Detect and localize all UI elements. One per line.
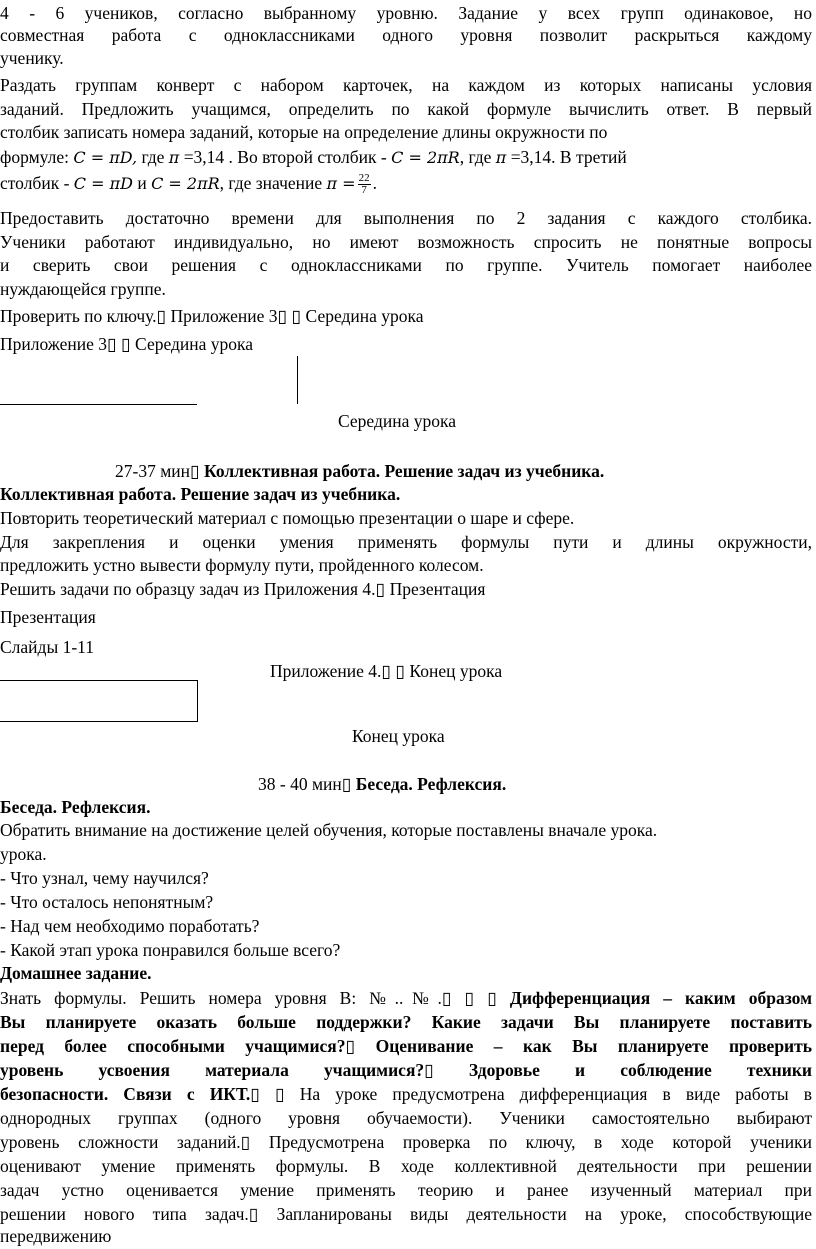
homework-heading: Домашнее задание. bbox=[0, 963, 152, 983]
section-label: Конец урока bbox=[352, 726, 445, 746]
paragraph-line: безопасности. Связи с ИКТ.▯ ▯ На уроке предусмотрена дифференциация в виде работы в bbox=[0, 1084, 812, 1104]
paragraph-line: заданий. Предложить учащимся, определить по какой формуле вычислить ответ. В первый bbox=[0, 99, 812, 119]
paragraph-line: уровень сложности заданий.▯ Предусмотрена проверка по ключу, в ходе которой ученики bbox=[0, 1132, 812, 1152]
formula-line: столбик - C = πD и C = 2πR, где значение π = $\frac{22}{7}$ . bbox=[0, 172, 377, 197]
paragraph-line: Знать формулы. Решить номера уровня В: №..№.▯ ▯ ▯ Дифференциация – каким образом bbox=[0, 988, 812, 1008]
paragraph-line: и сверить свои решения с одноклассниками по группе. Учитель помогает наиболее bbox=[0, 255, 812, 275]
formula-circumference-diameter: C = πD bbox=[73, 174, 133, 193]
paragraph-line: совместная работа с одноклассниками одного уровня позволит раскрыться каждому bbox=[0, 25, 812, 45]
paragraph-line: перед более способными учащимися?▯ Оценивание – как Вы планируете проверить bbox=[0, 1036, 812, 1056]
pi-symbol: π bbox=[495, 148, 507, 167]
section-heading: 38 - 40 мин▯ Беседа. Рефлексия. bbox=[258, 774, 507, 794]
list-item: - Что узнал, чему научился? bbox=[0, 868, 209, 888]
paragraph-line: задач устно оценивается умение применять теорию и ранее изученный материал при bbox=[0, 1180, 812, 1200]
resource-label: Презентация bbox=[0, 607, 96, 627]
paragraph-line: столбик записать номера заданий, которые на определение длины окружности по bbox=[0, 122, 608, 142]
paragraph-line: Обратить внимание на достижение целей обучения, которые поставлены вначале урока. bbox=[0, 820, 658, 840]
paragraph-line: Предоставить достаточно времени для выполнения по 2 задания с каждого столбика. bbox=[0, 208, 812, 228]
paragraph-line: оценивают умение применять формулы. В ходе коллективной деятельности при решении bbox=[0, 1156, 812, 1176]
section-heading: 27-37 мин▯ Коллективная работа. Решение задач из учебника. bbox=[115, 461, 605, 481]
paragraph-line: передвижению bbox=[0, 1226, 112, 1246]
empty-table-cell bbox=[0, 680, 198, 722]
activity-title: Беседа. Рефлексия. bbox=[0, 797, 151, 817]
paragraph-line: Решить задачи по образцу задач из Приложения 4.▯ Презентация bbox=[0, 579, 486, 599]
paragraph-line: ученику. bbox=[0, 48, 64, 68]
paragraph-line: предложить устно вывести формулу пути, пройденного колесом. bbox=[0, 555, 484, 575]
table-divider bbox=[297, 356, 298, 404]
list-item: - Над чем необходимо поработать? bbox=[0, 916, 260, 936]
paragraph-line: однородных группах (одного уровня обучаемости). Ученики самостоятельно выбирают bbox=[0, 1108, 812, 1128]
resource-label: Приложение 4.▯ ▯ Конец урока bbox=[270, 661, 503, 681]
list-item: - Какой этап урока понравился больше всего? bbox=[0, 940, 341, 960]
paragraph-line: Проверить по ключу.▯ Приложение 3▯ ▯ Середина урока bbox=[0, 306, 424, 326]
formula-circumference-radius: C = 2πR bbox=[391, 148, 460, 167]
paragraph-line: урока. bbox=[0, 844, 47, 864]
paragraph-line: Для закрепления и оценки умения применять формулы пути и длины окружности, bbox=[0, 532, 812, 552]
paragraph-line: Раздать группам конверт с набором карточек, на каждом из которых написаны условия bbox=[0, 75, 812, 95]
list-item: - Что осталось непонятным? bbox=[0, 892, 214, 912]
paragraph-line: Приложение 3▯ ▯ Середина урока bbox=[0, 334, 254, 354]
formula-circumference-diameter: C = πD, bbox=[73, 148, 138, 167]
formula-circumference-radius: C = 2πR bbox=[151, 174, 220, 193]
activity-title: Коллективная работа. Решение задач из учебника. bbox=[0, 484, 401, 504]
paragraph-line: Повторить теоретический материал с помощью презентации о шаре и сфере. bbox=[0, 508, 575, 528]
resource-label: Слайды 1-11 bbox=[0, 637, 95, 657]
paragraph-line: уровень усвоения материала учащимися?▯ Здоровье и соблюдение техники bbox=[0, 1060, 812, 1080]
paragraph-line: решении нового типа задач.▯ Запланированы виды деятельности на уроке, способствующие bbox=[0, 1204, 812, 1224]
paragraph-line: 4 - 6 учеников, согласно выбранному уровню. Задание у всех групп одинаковое, но bbox=[0, 3, 812, 23]
pi-symbol: π = bbox=[326, 174, 356, 193]
empty-table-cell bbox=[0, 356, 197, 405]
paragraph-line: Ученики работают индивидуально, но имеют возможность спросить не понятные вопросы bbox=[0, 232, 812, 252]
pi-symbol: π bbox=[168, 148, 180, 167]
paragraph-line: Вы планируете оказать больше поддержки? Какие задачи Вы планируете поставить bbox=[0, 1012, 812, 1032]
paragraph-line: нуждающейся группе. bbox=[0, 279, 166, 299]
fraction-22-7: $\frac{22}{7}$ bbox=[358, 172, 370, 197]
formula-line: формуле: C = πD, где π =3,14 . Во второй столбик - C = 2πR, где π =3,14. В третий bbox=[0, 147, 627, 167]
section-label: Середина урока bbox=[338, 411, 456, 431]
